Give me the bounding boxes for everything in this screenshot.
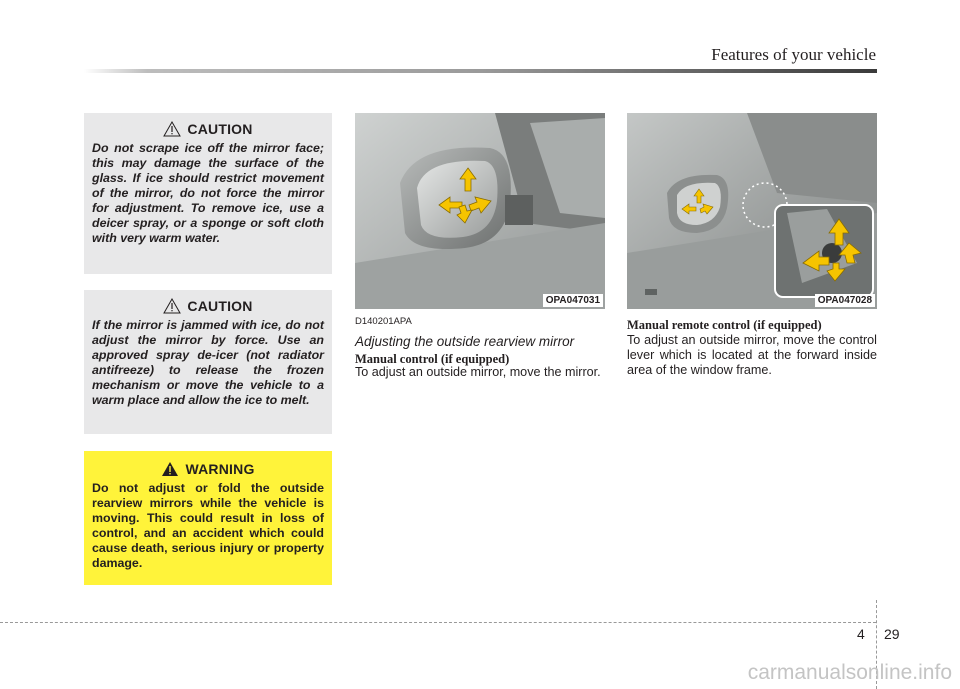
- warning-text: Do not adjust or fold the outside rearview mirrors while the vehicle is moving. This could result in loss of control, and an accident which could cause death, serious injury or property damage.: [92, 481, 324, 570]
- warning-filled-triangle-icon: [161, 461, 179, 477]
- section-title: Features of your vehicle: [711, 45, 876, 64]
- caution-box-ice-scrape: [84, 113, 332, 274]
- mirror-photo-remote: [627, 113, 877, 309]
- section-heading: Adjusting the outside rearview mirror: [355, 334, 575, 349]
- document-code: D140201APA: [355, 316, 412, 327]
- caution-text: If the mirror is jammed with ice, do not adjust the mirror by force. Use an approved spray de-icer (not radiator antifreeze) to release the frozen mechanism or move the vehicle to a warm place and allow the ice to melt.: [92, 318, 324, 407]
- body-text-remote: To adjust an outside mirror, move the control lever which is located at the forward inside area of the window frame.: [627, 333, 877, 377]
- header-rule: [84, 69, 877, 73]
- figure-label: OPA047031: [543, 294, 603, 307]
- warning-title: WARNING: [185, 461, 255, 477]
- subheading-remote: Manual remote control (if equipped): [627, 318, 822, 332]
- caution-text: Do not scrape ice off the mirror face; this may damage the surface of the glass. If ice should restrict movement of the mirror, do not force the mirror for adjustment. To remove ice, use a deicer spray, or a sponge or soft cloth with very warm water.: [92, 141, 324, 245]
- watermark: carmanualsonline.info: [747, 661, 952, 684]
- subheading-manual: Manual control (if equipped): [355, 352, 510, 366]
- warning-triangle-icon: [163, 298, 181, 314]
- mirror-photo-manual: [355, 113, 605, 309]
- warning-box: [84, 451, 332, 585]
- caution-title: CAUTION: [187, 298, 253, 314]
- figure-label: OPA047028: [815, 294, 875, 307]
- page-number: 29: [884, 626, 900, 642]
- body-text-manual: To adjust an outside mirror, move the mirror.: [355, 365, 601, 379]
- caution-box-jammed-mirror: [84, 290, 332, 434]
- warning-triangle-icon: [163, 121, 181, 137]
- footer-rule: [0, 622, 876, 623]
- caution-title: CAUTION: [187, 121, 253, 137]
- chapter-number: 4: [857, 626, 865, 642]
